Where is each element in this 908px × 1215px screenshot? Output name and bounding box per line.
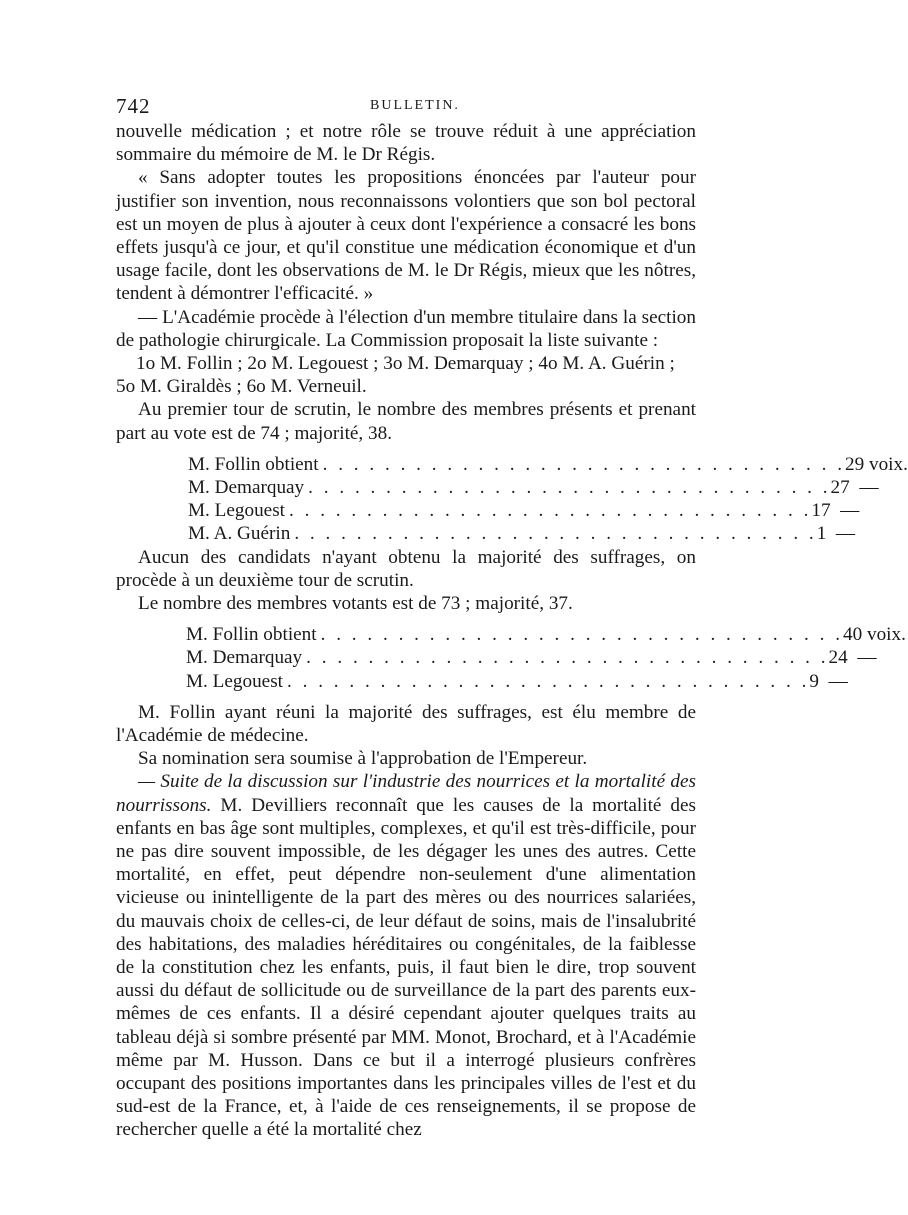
leader-dots: . . . . . . . . . . . . . . . . . . . . . . . . . . . . . . . . . . [287,670,810,692]
paragraph: « Sans adopter toutes les propositions énoncées par l'auteur pour justifier son invention, nous reconnaissons volontiers que son bol pectoral est un moyen de plus à ajouter à ceux dont l'expérience a consacré les bons effets jusqu'à ce jour, et qu'il constitue une médication économique et d'un usage facile, dont les observations de M. le Dr Régis, mieux que les nôtres, tendent à démontrer l'efficacité. » [116,167,696,305]
vote-count: 1 — [816,523,856,545]
candidate-name: M. Demarquay [186,647,303,669]
page-header [116,94,696,120]
page-number: 742 [116,94,151,118]
paragraph: nouvelle médication ; et notre rôle se trouve réduit à une appréciation sommaire du mémoire de M. le Dr Régis. [116,121,696,166]
leader-dots: . . . . . . . . . . . . . . . . . . . . . . . . . . . . . . . . . . [308,477,831,499]
candidate-name: M. Legouest [186,670,283,692]
result-row [116,476,879,499]
paragraph: — L'Académie procède à l'élection d'un membre titulaire dans la section de pathologie chirurgicale. La Commission proposait la liste suivante : [116,306,696,351]
vote-count: 29 voix. [844,453,908,475]
result-row [116,522,856,545]
candidate-name: M. A. Guérin [188,523,291,545]
paragraph: Sa nomination sera soumise à l'approbation de l'Empereur. [138,748,588,770]
candidate-name: M. Demarquay [188,477,305,499]
running-title: BULLETIN. [370,98,460,113]
page-body [116,120,908,1142]
vote-count: 9 — [809,670,848,692]
result-row [116,646,877,669]
first-ballot-results [116,453,908,546]
result-row [116,623,906,646]
candidate-name: M. Legouest [188,500,285,522]
paragraph-text: M. Devilliers reconnaît que les causes de la mortalité des enfants en bas âge sont multiples, complexes, et qu'il est très-difficile, pour ne pas dire souvent impossible, de les dégager les unes des autres. Cette mortalité, en effet, peut dépendre non-seulement d'une alimentation vicieuse ou inintelligente de la part des mères ou des nourrices salariées, du mauvais choix de celles-ci, de leur défaut de soins, mais de l'insalubrité des habitations, des maladies héréditaires ou congénitales, de la faiblesse de la constitution chez les enfants, puis, il faut bien le dire, trop souvent aussi du défaut de sollicitude ou de surveillance de la part des parents eux-mêmes de ces enfants. Il a désiré cependant ajouter quelques traits au tableau déjà si sombre présenté par MM. Monot, Brochard, et à l'Académie même par M. Husson. Dans ce but il a interrogé plusieurs confrères occupant des positions importantes dans les principales villes de l'est et du sud-est de la France, et, à l'aide de ces renseignements, il se propose de rechercher quelle a été la mortalité chez [116,794,696,1141]
candidate-list-line: 1o M. Follin ; 2o M. Legouest ; 3o M. Demarquay ; 4o M. A. Guérin ; [136,353,675,375]
candidate-name: M. Follin obtient [186,624,317,646]
leader-dots: . . . . . . . . . . . . . . . . . . . . . . . . . . . . . . . . . . [289,500,812,522]
paragraph: M. Follin ayant réuni la majorité des suffrages, est élu membre de l'Académie de médecine. [116,701,696,746]
paragraph [116,770,696,1141]
result-row [116,453,908,476]
vote-count: 17 — [811,500,860,522]
leader-dots: . . . . . . . . . . . . . . . . . . . . . . . . . . . . . . . . . . [306,647,829,669]
vote-count: 40 voix. [842,624,906,646]
result-row [116,499,860,522]
paragraph: Au premier tour de scrutin, le nombre des membres présents et prenant part au vote est de 74 ; majorité, 38. [116,399,696,444]
candidate-name: M. Follin obtient [188,453,319,475]
paragraph: Aucun des candidats n'ayant obtenu la majorité des suffrages, on procède à un deuxième tour de scrutin. [116,546,696,591]
section-heading: — Suite de la discussion sur l'industrie des nourrices et la mortalité des nourrissons. [116,771,696,816]
second-ballot-results [116,623,906,693]
vote-count: 24 — [828,647,877,669]
result-row [116,670,848,693]
candidate-list-line: 5o M. Giraldès ; 6o M. Verneuil. [116,376,367,398]
leader-dots: . . . . . . . . . . . . . . . . . . . . . . . . . . . . . . . . . . [320,624,843,646]
vote-count: 27 — [830,477,879,499]
leader-dots: . . . . . . . . . . . . . . . . . . . . . . . . . . . . . . . . . . [294,523,817,545]
leader-dots: . . . . . . . . . . . . . . . . . . . . . . . . . . . . . . . . . . [322,453,845,475]
paragraph: Le nombre des membres votants est de 73 ; majorité, 37. [138,593,573,614]
